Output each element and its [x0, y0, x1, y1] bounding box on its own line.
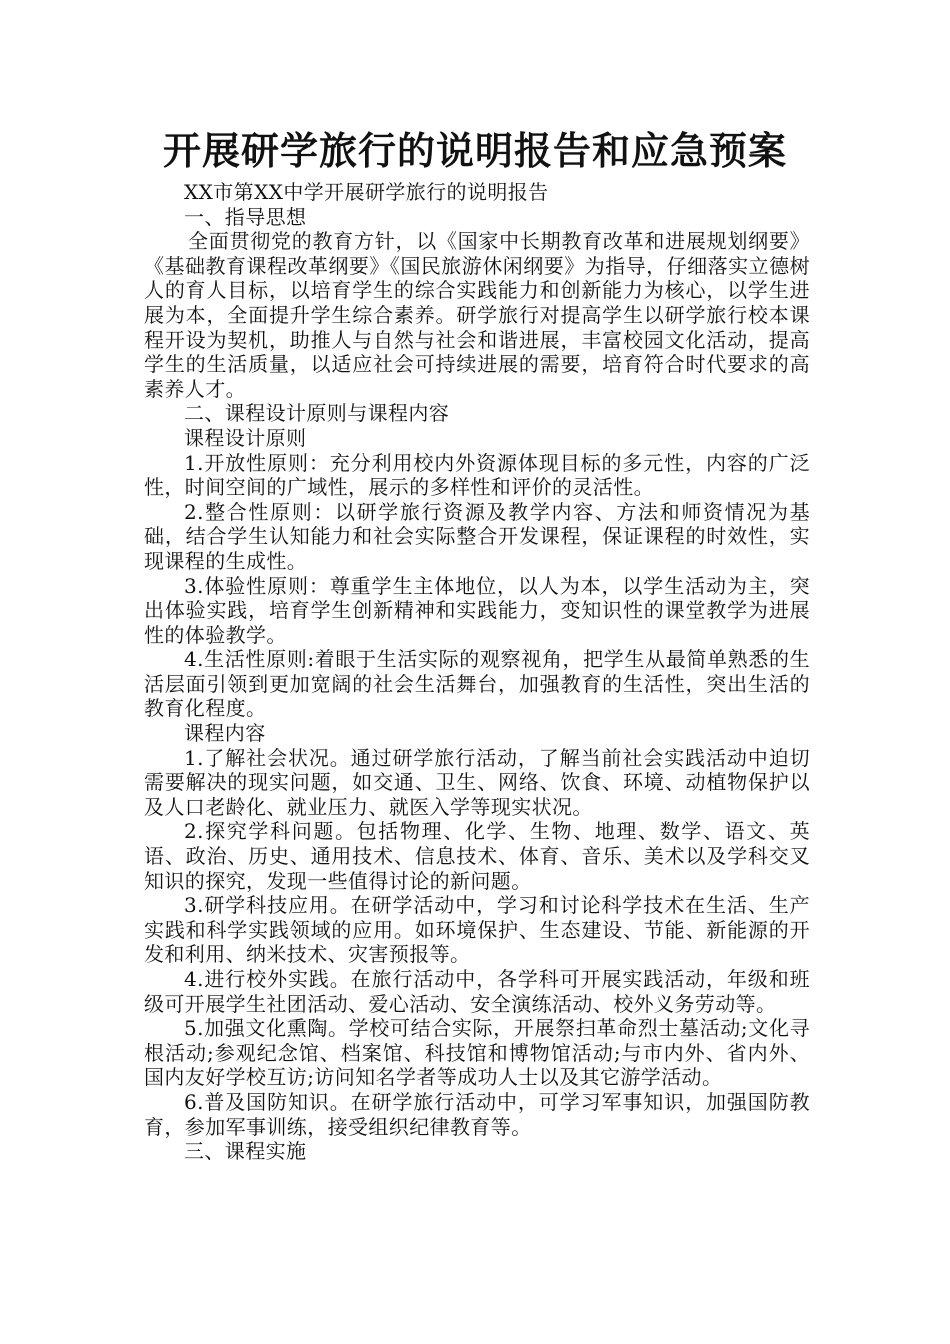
paragraph-content-society: 1.了解社会状况。通过研学旅行活动，了解当前社会实践活动中迫切需要解决的现实问题，如交通、卫生、网络、饮食、环境、动植物保护以及人口老龄化、就业压力、就医入学等现实状况。 [144, 745, 810, 819]
subheading-design-principles: 课程设计原则 [184, 425, 307, 450]
section-heading-implementation: 三、课程实施 [184, 1139, 307, 1164]
paragraph-content-practice: 4.进行校外实践。在旅行活动中，各学科可开展实践活动，年级和班级可开展学生社团活动、爱心活动、安全演练活动、校外义务劳动等。 [144, 967, 810, 1016]
paragraph-content-defense: 6.普及国防知识。在研学旅行活动中，可学习军事知识，加强国防教育，参加军事训练，接受组织纪律教育等。 [144, 1089, 810, 1139]
paragraph-principle-openness: 1.开放性原则：充分利用校内外资源体现目标的多元性，内容的广泛性，时间空间的广域性，展示的多样性和评价的灵活性。 [144, 450, 810, 500]
report-subtitle: XX市第XX中学开展研学旅行的说明报告 [184, 180, 549, 204]
document-body [144, 180, 810, 1164]
paragraph-content-subjects: 2.探究学科问题。包括物理、化学、生物、地理、数学、语文、英语、政治、历史、通用技术、信息技术、体育、音乐、美术以及学科交叉知识的探究，发现一些值得讨论的新问题。 [144, 819, 810, 893]
subheading-course-content: 课程内容 [184, 721, 266, 746]
paragraph-content-culture: 5.加强文化熏陶。学校可结合实际，开展祭扫革命烈士墓活动;文化寻根活动;参观纪念馆、档案馆、科技馆和博物馆活动;与市内外、省内外、国内友好学校互访;访问知名学者等成功人士以及其它游学活动。 [144, 1016, 810, 1090]
paragraph-principle-experience: 3.体验性原则：尊重学生主体地位，以人为本，以学生活动为主，突出体验实践，培育学生创新精神和实践能力，变知识性的课堂教学为进展性的体验教学。 [144, 573, 810, 647]
paragraph-principle-integration: 2.整合性原则：以研学旅行资源及教学内容、方法和师资情况为基础，结合学生认知能力和社会实际整合开发课程，保证课程的时效性，实现课程的生成性。 [144, 499, 810, 573]
section-heading-guiding-thought: 一、指导思想 [184, 204, 307, 229]
document-title: 开展研学旅行的说明报告和应急预案 [162, 129, 787, 173]
paragraph-guiding-thought: 全面贯彻党的教育方针，以《国家中长期教育改革和进展规划纲要》《基础教育课程改革纲要》《国民旅游休闲纲要》为指导，仔细落实立德树人的育人目标，以培育学生的综合实践能力和创新能力为核心，以学生进展为本，全面提升学生综合素养。研学旅行对提高学生以研学旅行校本课程开设为契机，助推人与自然与社会和谐进展，丰富校园文化活动，提高学生的生活质量，以适应社会可持续进展的需要，培育符合时代要求的高素养人才。 [144, 229, 810, 401]
paragraph-content-technology: 3.研学科技应用。在研学活动中，学习和讨论科学技术在生活、生产实践和科学实践领域的应用。如环境保护、生态建设、节能、新能源的开发和利用、纳米技术、灾害预报等。 [144, 893, 810, 967]
paragraph-principle-life: 4.生活性原则:着眼于生活实际的观察视角，把学生从最简单熟悉的生活层面引领到更加宽阔的社会生活舞台，加强教育的生活性，突出生活的教育化程度。 [144, 647, 810, 721]
section-heading-course-design: 二、课程设计原则与课程内容 [184, 401, 450, 426]
